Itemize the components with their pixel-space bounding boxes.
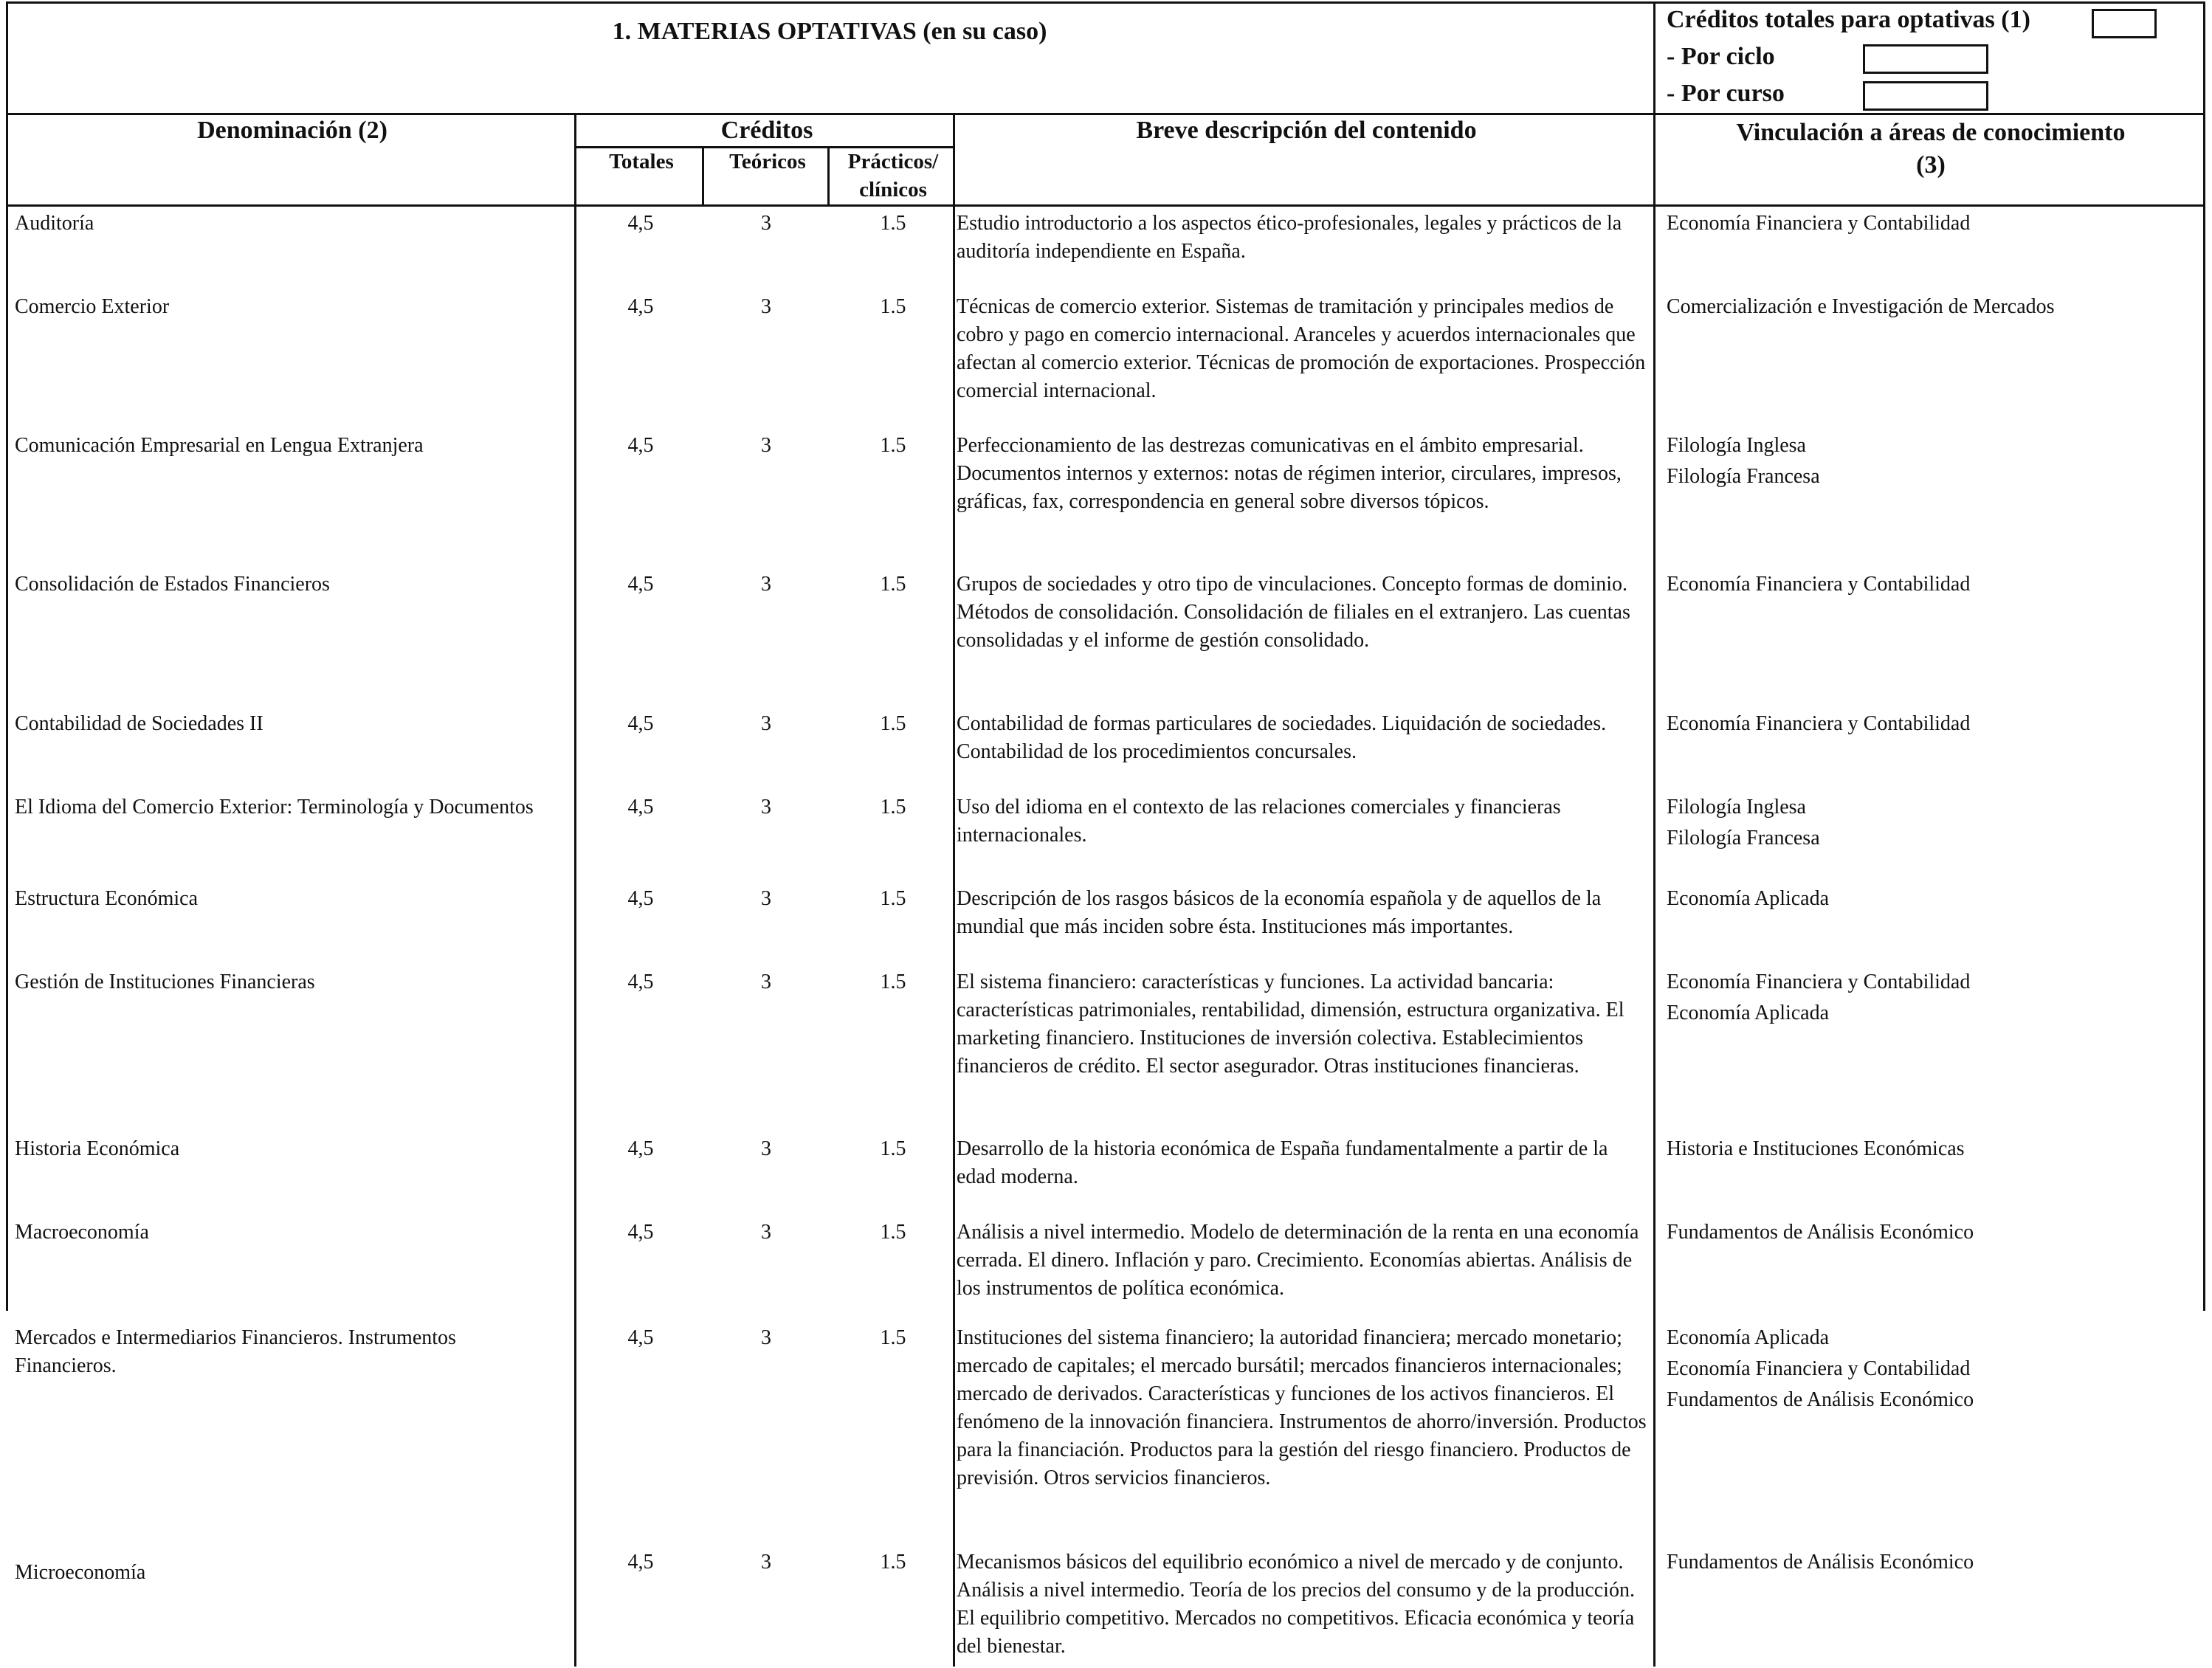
credits-practicos: 1.5 xyxy=(880,573,906,596)
course-description: Grupos de sociedades y otro tipo de vinculaciones. Concepto formas de dominio. Métodos de consolidación. Consolidación de filiales en el extranjero. Las cuentas consolidadas y el informe de gestión consolidado. xyxy=(957,573,1630,652)
col-vinculacion-line2: (3) xyxy=(1916,151,1946,179)
knowledge-areas xyxy=(1667,793,2198,852)
credits-teoricos: 3 xyxy=(761,1551,771,1574)
col-totales: Totales xyxy=(609,150,674,173)
credits-totales: 4,5 xyxy=(627,434,654,457)
area-item: Economía Financiera y Contabilidad xyxy=(1667,971,1971,993)
area-item: Economía Financiera y Contabilidad xyxy=(1667,573,1971,596)
knowledge-areas xyxy=(1667,968,2198,1027)
course-name: Comunicación Empresarial en Lengua Extranjera xyxy=(15,434,424,457)
col-practicos-line2: clínicos xyxy=(859,178,927,201)
header-sep-teoricos xyxy=(827,146,830,207)
por-curso-label: - Por curso xyxy=(1667,80,1785,107)
area-item: Filología Inglesa xyxy=(1667,796,1806,819)
col-teoricos: Teóricos xyxy=(729,150,806,173)
knowledge-areas xyxy=(1667,1324,2198,1414)
knowledge-areas xyxy=(1667,885,2198,913)
area-item: Fundamentos de Análisis Económico xyxy=(1667,1551,1974,1574)
credits-teoricos: 3 xyxy=(761,712,771,735)
area-item: Economía Aplicada xyxy=(1667,1326,1830,1349)
course-description: Técnicas de comercio exterior. Sistemas de tramitación y principales medios de cobro y pago en comercio internacional. Aranceles y acuerdos internacionales que afectan al comercio exterior. Técnicas de promoción de exportaciones. Prospección comercial internacional. xyxy=(957,295,1646,402)
course-name: Contabilidad de Sociedades II xyxy=(15,712,263,735)
course-name: Auditoría xyxy=(15,212,94,235)
por-ciclo-box[interactable] xyxy=(1863,44,1988,74)
credits-practicos: 1.5 xyxy=(880,1137,906,1160)
col-vinculacion-line1: Vinculación a áreas de conocimiento xyxy=(1736,119,2126,146)
col-sep-1 xyxy=(574,115,576,1667)
credits-practicos: 1.5 xyxy=(880,971,906,993)
area-item: Filología Francesa xyxy=(1667,827,1820,849)
course-description: Perfeccionamiento de las destrezas comunicativas en el ámbito empresarial. Documentos internos y externos: notas de régimen interior, circulares, impresos, gráficas, fax, correspondencia en general sobre diversos tópicos. xyxy=(957,434,1622,513)
credits-totales: 4,5 xyxy=(627,887,654,910)
col-practicos-line1: Prácticos/ xyxy=(847,150,939,173)
credits-totales: 4,5 xyxy=(627,1137,654,1160)
credits-teoricos: 3 xyxy=(761,573,771,596)
section-title-text: 1. MATERIAS OPTATIVAS xyxy=(612,18,917,45)
credits-total-label: Créditos totales para optativas (1) xyxy=(1667,6,2030,33)
knowledge-areas xyxy=(1667,210,2198,238)
credits-teoricos: 3 xyxy=(761,295,771,318)
por-ciclo-label: - Por ciclo xyxy=(1667,43,1775,70)
area-item: Filología Francesa xyxy=(1667,465,1820,488)
area-item: Historia e Instituciones Económicas xyxy=(1667,1137,1965,1160)
credits-teoricos: 3 xyxy=(761,971,771,993)
course-description: Contabilidad de formas particulares de sociedades. Liquidación de sociedades. Contabilidad de los procedimientos concursales. xyxy=(957,712,1607,763)
area-item: Filología Inglesa xyxy=(1667,434,1806,457)
col-vinculacion xyxy=(1658,117,2204,182)
col-denominacion: Denominación (2) xyxy=(197,117,387,144)
course-name: Microeconomía xyxy=(15,1561,146,1584)
credits-teoricos: 3 xyxy=(761,1137,771,1160)
course-description: El sistema financiero: características y funciones. La actividad bancaria: características patrimoniales, rentabilidad, dimensión, estructura organizativa. El marketing financiero. Instituciones de inversión colectiva. Establecimientos financieros de crédito. El sector asegurador. Otras instituciones financieras. xyxy=(957,971,1624,1078)
credits-totales: 4,5 xyxy=(627,971,654,993)
credits-teoricos: 3 xyxy=(761,887,771,910)
left-border xyxy=(6,115,8,1311)
credits-teoricos: 3 xyxy=(761,796,771,819)
course-description: Descripción de los rasgos básicos de la economía española y de aquellos de la mundial que más inciden sobre ésta. Instituciones más importantes. xyxy=(957,887,1602,938)
credits-practicos: 1.5 xyxy=(880,295,906,318)
credits-totales: 4,5 xyxy=(627,212,654,235)
credits-totales: 4,5 xyxy=(627,295,654,318)
course-name: Mercados e Intermediarios Financieros. Instrumentos Financieros. xyxy=(15,1326,456,1377)
credits-practicos: 1.5 xyxy=(880,1326,906,1349)
credits-practicos: 1.5 xyxy=(880,796,906,819)
knowledge-areas xyxy=(1667,1219,2198,1247)
course-name: Macroeconomía xyxy=(15,1221,149,1244)
credits-teoricos: 3 xyxy=(761,434,771,457)
credits-practicos: 1.5 xyxy=(880,887,906,910)
col-practicos xyxy=(831,148,955,204)
credits-teoricos: 3 xyxy=(761,1326,771,1349)
area-item: Fundamentos de Análisis Económico xyxy=(1667,1221,1974,1244)
course-name: El Idioma del Comercio Exterior: Terminología y Documentos xyxy=(15,796,534,819)
course-description: Mecanismos básicos del equilibrio económico a nivel de mercado y de conjunto. Análisis a nivel intermedio. Teoría de los precios del consumo y de la producción. El equilibrio competitivo. Mercados no competitivos. Eficacia económica y teoría del bienestar. xyxy=(957,1551,1635,1658)
course-description: Instituciones del sistema financiero; la autoridad financiera; mercado monetario; mercado de capitales; el mercado bursátil; mercados financieros internacionales; mercado de derivados. Características y funciones de los activos financieros. El fenómeno de la innovación financiera. Instrumentos de ahorro/inversión. Productos para la financiación. Productos para la gestión del riesgo financiero. Productos de previsión. Otros servicios financieros. xyxy=(957,1326,1647,1489)
col-sep-2 xyxy=(953,115,955,1667)
credits-practicos: 1.5 xyxy=(880,1221,906,1244)
knowledge-areas xyxy=(1667,710,2198,738)
credits-practicos: 1.5 xyxy=(880,1551,906,1574)
area-item: Economía Financiera y Contabilidad xyxy=(1667,712,1971,735)
credits-totales: 4,5 xyxy=(627,1551,654,1574)
document-page xyxy=(6,1,2205,1667)
knowledge-areas xyxy=(1667,293,2198,321)
por-curso-box[interactable] xyxy=(1863,81,1988,111)
header-sep-totales xyxy=(702,146,704,207)
knowledge-areas xyxy=(1667,1135,2198,1163)
course-name: Consolidación de Estados Financieros xyxy=(15,573,330,596)
section-title xyxy=(6,18,1653,46)
col-creditos: Créditos xyxy=(720,117,813,144)
area-item: Comercialización e Investigación de Mercados xyxy=(1667,295,2055,318)
creditos-subheader-line xyxy=(576,146,953,148)
knowledge-areas xyxy=(1667,571,2198,599)
col-descripcion: Breve descripción del contenido xyxy=(1136,117,1477,144)
course-description: Estudio introductorio a los aspectos ético-profesionales, legales y prácticos de la auditoría independiente en España. xyxy=(957,212,1622,263)
course-name: Historia Económica xyxy=(15,1137,180,1160)
course-name: Gestión de Instituciones Financieras xyxy=(15,971,315,993)
course-description: Desarrollo de la historia económica de España fundamentalmente a partir de la edad moderna. xyxy=(957,1137,1608,1188)
area-item: Economía Aplicada xyxy=(1667,1002,1830,1024)
knowledge-areas xyxy=(1667,1548,2198,1576)
header-divider xyxy=(1653,1,1655,115)
credits-totales: 4,5 xyxy=(627,712,654,735)
course-name: Estructura Económica xyxy=(15,887,199,910)
area-item: Economía Financiera y Contabilidad xyxy=(1667,1357,1971,1380)
course-name: Comercio Exterior xyxy=(15,295,170,318)
course-description: Uso del idioma en el contexto de las relaciones comerciales y financieras internacionales. xyxy=(957,796,1561,847)
credits-totales: 4,5 xyxy=(627,573,654,596)
credits-practicos: 1.5 xyxy=(880,434,906,457)
area-item: Fundamentos de Análisis Económico xyxy=(1667,1388,1974,1411)
area-item: Economía Aplicada xyxy=(1667,887,1830,910)
column-header xyxy=(6,115,2205,207)
credits-practicos: 1.5 xyxy=(880,712,906,735)
credits-totales: 4,5 xyxy=(627,1326,654,1349)
col-sep-3 xyxy=(1653,115,1655,1667)
area-item: Economía Financiera y Contabilidad xyxy=(1667,212,1971,235)
credits-teoricos: 3 xyxy=(761,1221,771,1244)
knowledge-areas xyxy=(1667,432,2198,491)
credits-practicos: 1.5 xyxy=(880,212,906,235)
credits-total-box[interactable] xyxy=(2092,9,2157,38)
credits-totales: 4,5 xyxy=(627,796,654,819)
right-border xyxy=(2203,115,2205,1311)
course-description: Análisis a nivel intermedio. Modelo de determinación de la renta en una economía cerrada. El dinero. Inflación y paro. Crecimiento. Economías abiertas. Análisis de los instrumentos de política económica. xyxy=(957,1221,1639,1300)
credits-teoricos: 3 xyxy=(761,212,771,235)
credits-totales: 4,5 xyxy=(627,1221,654,1244)
section-title-suffix: (en su caso) xyxy=(923,18,1047,45)
